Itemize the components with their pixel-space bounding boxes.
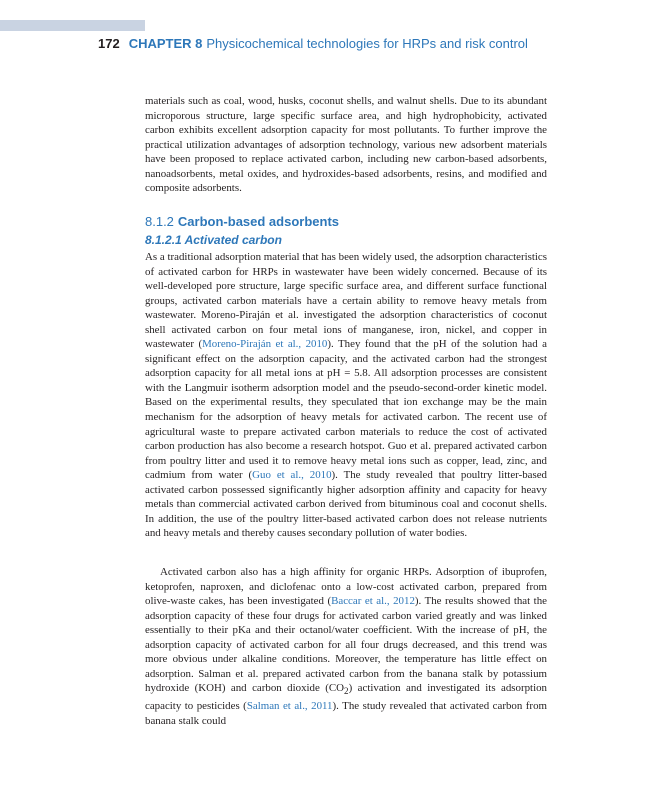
- citation-link[interactable]: Moreno-Piraján et al., 2010: [202, 338, 328, 351]
- section-number: 8.1.2: [145, 214, 174, 229]
- citation-link[interactable]: Guo et al., 2010: [252, 469, 332, 482]
- paragraph-text: ). The results showed that the adsorption capacity of these four drugs for activated carbon varied greatly and was linked essentially to their pKa and their octanol/water coefficient. With the increase of pH, the adsorption capacity of activated carbon for all four drugs decreased, and this trend was more obvious under alkaline conditions. Moreover, the temperature has little effect on adsorption. Salman et al. prepared activated carbon from the banana stalk by potassium hydroxide (KOH) and carbon dioxide (CO: [145, 595, 547, 695]
- paragraph-text: ). The study revealed that activated carbon from banana stalk could: [145, 700, 547, 727]
- paragraph-text: ). They found that the pH of the solution had a significant effect on the adsorption capacity, and the activated carbon had the strongest adsorption capacity for all metal ions at pH = 5.8. All adsorption processes are consistent with the Langmuir isotherm adsorption model and the pseudo-second-order kinetic model. Based on the experimental results, they speculated that ion exchange may be the main mechanism for the adsorption of heavy metals for activated carbon. The recent use of agricultural waste to prepare activated carbon materials to reduce the cost of activated carbon production has also become a research hotspot. Guo et al. prepared activated carbon from poultry litter and used it to remove heavy metal ions such as copper, lead, zinc, and cadmium from water (: [145, 338, 547, 482]
- section-heading: [145, 213, 565, 230]
- paragraph-text: ) activation and investigated its adsorption capacity to pesticides (: [145, 682, 547, 713]
- intro-paragraph: materials such as coal, wood, husks, coconut shells, and walnut shells. Due to its abundant microporous structure, large specific surface area, and high hydrophobicity, activated carbon exhibits excellent adsorption capacity for most pollutants. To further improve the practical utilization advantages of adsorption technology, various new adsorbent materials have been proposed to replace activated carbon, including new carbon-based adsorbents, nanoadsorbents, metal oxides, and hydroxides-based adsorbents, resins, and modified and composite adsorbents.: [145, 95, 547, 195]
- paragraph-activated-carbon-organics: [145, 565, 547, 728]
- running-header: [98, 35, 618, 55]
- subscript: 2: [344, 686, 349, 697]
- page-number: 172: [98, 36, 120, 51]
- chapter-title: Physicochemical technologies for HRPs and risk control: [206, 36, 528, 51]
- chapter-label: CHAPTER 8: [128, 36, 203, 51]
- top-color-bar: [0, 20, 145, 31]
- paragraph-activated-carbon-metals: [145, 250, 547, 541]
- paragraph-text: As a traditional adsorption material that has been widely used, the adsorption characteristics of activated carbon for HRPs in wastewater have been widely concerned. Because of its well-developed pore structure, large specific surface area, and different surface functional groups, activated carbon materials have a certain ability to remove heavy metals from wastewater. Moreno-Piraján et al. investigated the adsorption characteristics of coconut shell activated carbon on four metal ions of manganese, iron, nickel, and copper in wastewater (: [145, 251, 547, 351]
- paragraph-text: ). The study revealed that poultry litter-based activated carbon possessed significantly higher adsorption affinity and capacity for heavy metals than commercial activated carbon derived from bituminous coal and coconut shells. In addition, the use of the poultry litter-based activated carbon does not release nutrients and heavy metals and thereby causes secondary pollution of water bodies.: [145, 469, 547, 540]
- citation-link[interactable]: Baccar et al., 2012: [331, 595, 415, 608]
- paragraph-text: Activated carbon also has a high affinity for organic HRPs. Adsorption of ibuprofen, ketoprofen, naproxen, and diclofenac onto a low-cost activated carbon, prepared from olive-waste cakes, has been investigated (: [145, 566, 547, 608]
- subsection-heading: 8.1.2.1 Activated carbon: [145, 233, 282, 247]
- section-title: Carbon-based adsorbents: [177, 214, 340, 229]
- citation-link[interactable]: Salman et al., 2011: [246, 700, 333, 713]
